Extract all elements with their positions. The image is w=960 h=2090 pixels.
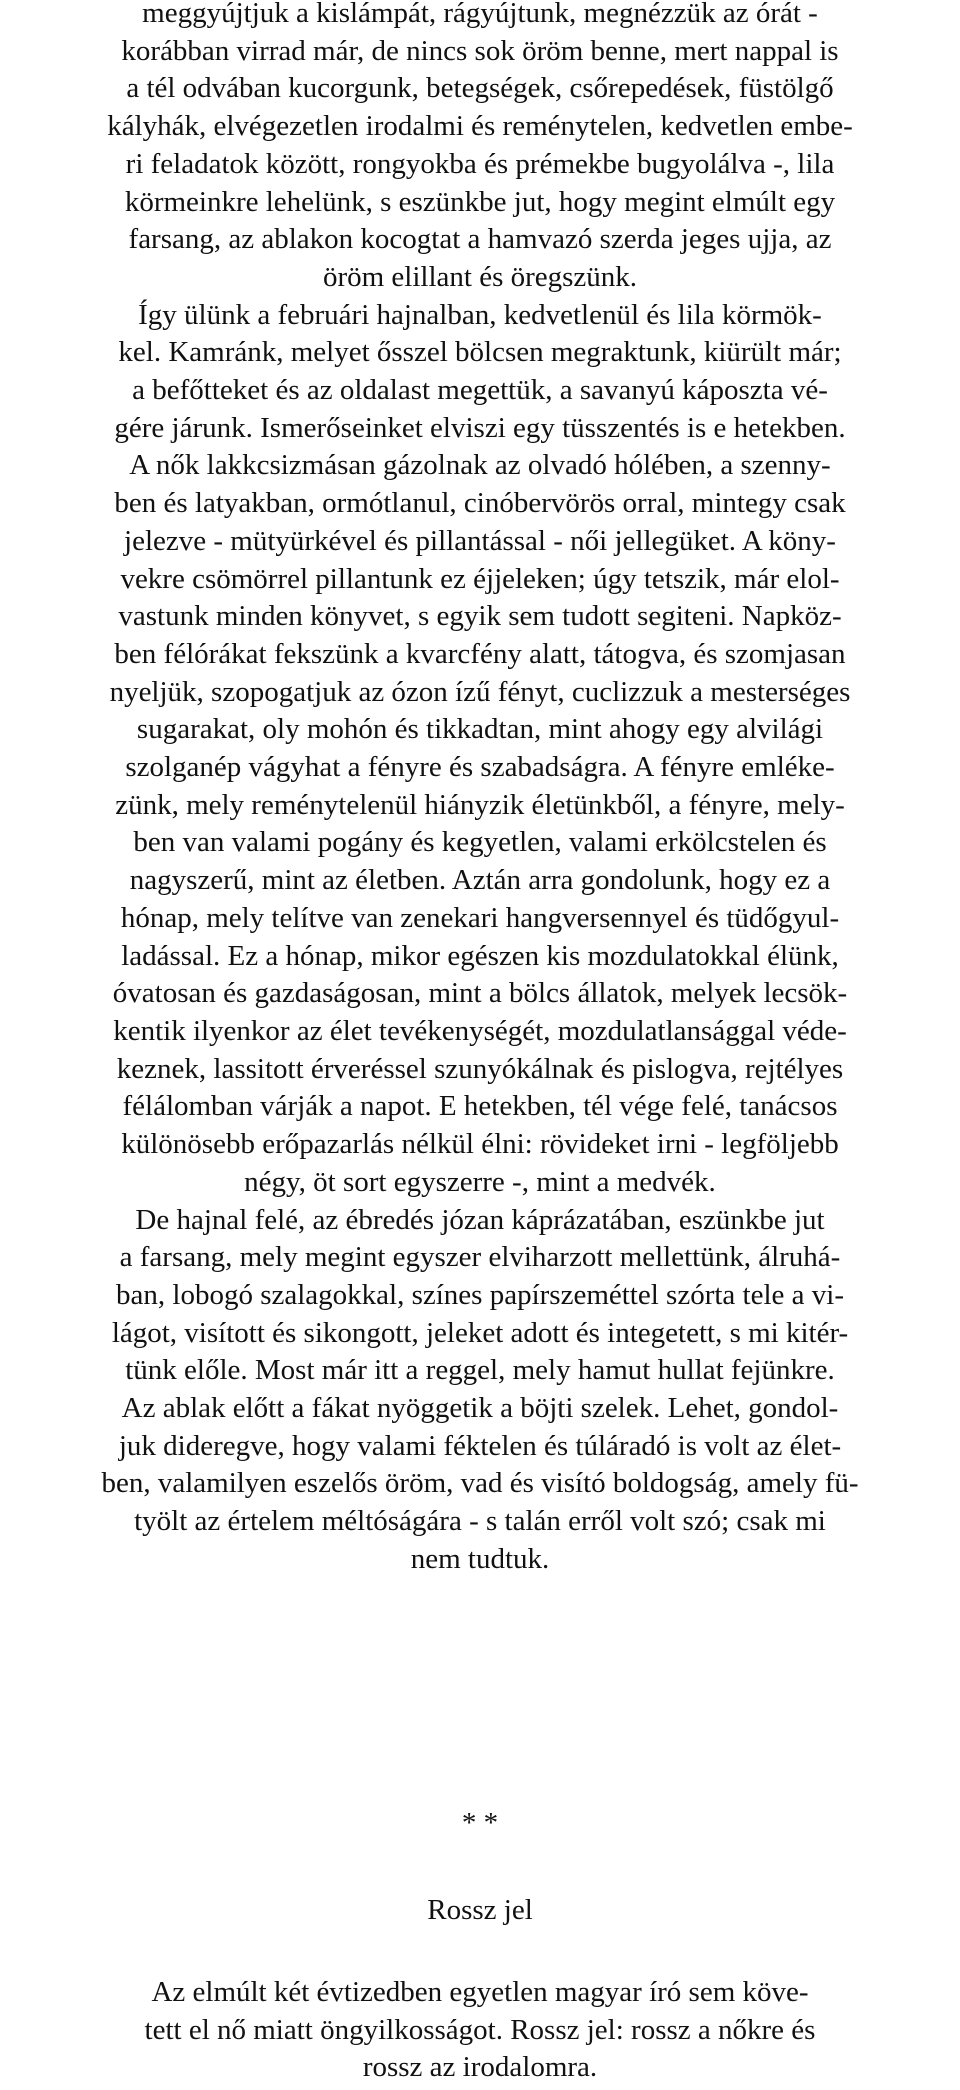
text-line: kel. Kamránk, melyet ősszel bölcsen megraktunk, kiürült már; <box>118 336 842 369</box>
text-line: sugarakat, oly mohón és tikkadtan, mint ahogy egy alvilági <box>136 713 824 746</box>
text-line: nagyszerű, mint az életben. Aztán arra gondolunk, hogy ez a <box>129 864 831 897</box>
text-line: keznek, lassitott érveréssel szunyókálnak és pislogva, rejtélyes <box>116 1052 844 1085</box>
text-line: farsang, az ablakon kocogtat a hamvazó szerda jeges ujja, az <box>128 223 832 256</box>
closing-text <box>0 1974 960 2087</box>
text-line: ban, lobogó szalagokkal, színes papírszeméttel szórta tele a vi- <box>116 1278 844 1311</box>
text-line: lágot, visított és sikongott, jeleket adott és integetett, s mi kitér- <box>111 1316 849 1349</box>
section-title: Rossz jel <box>427 1894 533 1926</box>
text-line: zünk, mely reménytelenül hiányzik életünkből, a fényre, mely- <box>115 788 845 821</box>
text-line: tünk előle. Most már itt a reggel, mely hamut hullat fejünkre. <box>125 1354 835 1387</box>
text-line: meggyújtjuk a kislámpát, rágyújtunk, megnézzük az órát - <box>142 0 818 29</box>
text-line: különösebb erőpazarlás nélkül élni: rövideket irni - legföljebb <box>121 1128 839 1161</box>
text-line: ben, valamilyen eszelős öröm, vad és visító boldogság, amely fü- <box>101 1467 859 1500</box>
text-line: A nők lakkcsizmásan gázolnak az olvadó hólében, a szenny- <box>129 449 831 482</box>
text-line: Így ülünk a februári hajnalban, kedvetlenül és lila körmök- <box>138 298 822 331</box>
text-line: óvatosan és gazdaságosan, mint a bölcs állatok, melyek lecsök- <box>112 977 848 1010</box>
text-line: Az ablak előtt a fákat nyöggetik a böjti szelek. Lehet, gondol- <box>121 1392 839 1425</box>
text-line: a tél odvában kucorgunk, betegségek, csőrepedések, füstölgő <box>126 72 834 105</box>
text-line: körmeinkre lehelünk, s eszünkbe jut, hogy megint elmúlt egy <box>124 185 836 218</box>
text-line: tett el nő miatt öngyilkosságot. Rossz jel: rossz a nőkre és <box>144 2013 816 2046</box>
text-line: ben van valami pogány és kegyetlen, valami erkölcstelen és <box>133 826 827 859</box>
text-line: négy, öt sort egyszerre -, mint a medvék. <box>244 1165 716 1198</box>
text-line: a farsang, mely megint egyszer elviharzott mellettünk, álruhá- <box>119 1241 841 1274</box>
text-line: kentik ilyenkor az élet tevékenységét, mozdulatlansággal véde- <box>113 1014 847 1047</box>
text-line: juk dideregve, hogy valami féktelen és túláradó is volt az élet- <box>118 1429 842 1462</box>
text-line: korábban virrad már, de nincs sok öröm benne, mert nappal is <box>121 34 839 67</box>
section-separator: * * <box>461 1807 499 1839</box>
text-line: De hajnal felé, az ébredés józan káprázatában, eszünkbe jut <box>135 1203 825 1236</box>
text-line: jelezve - mütyürkével és pillantással - női jellegüket. A köny- <box>124 524 836 557</box>
text-line: Az elmúlt két évtizedben egyetlen magyar író sem köve- <box>151 1976 809 2008</box>
text-line: kályhák, elvégezetlen irodalmi és reménytelen, kedvetlen embe- <box>107 110 853 143</box>
text-line: vastunk minden könyvet, s egyik sem tudott segiteni. Napköz- <box>118 600 842 633</box>
text-line: rossz az irodalomra. <box>362 2051 598 2084</box>
text-line: ben és latyakban, ormótlanul, cinóbervörös orral, mintegy csak <box>114 487 846 520</box>
text-line: gére járunk. Ismerőseinket elviszi egy tüsszentés is e hetekben. <box>114 411 846 444</box>
text-line: félálomban várják a napot. E hetekben, tél vége felé, tanácsos <box>122 1090 838 1123</box>
text-line: szolganép vágyhat a fényre és szabadságra. A fényre emléke- <box>125 751 835 784</box>
text-line: työlt az értelem méltóságára - s talán erről volt szó; csak mi <box>134 1505 826 1538</box>
text-line: hónap, mely telítve van zenekari hangversennyel és tüdőgyul- <box>120 901 840 934</box>
text-line: ladással. Ez a hónap, mikor egészen kis mozdulatokkal élünk, <box>121 939 839 972</box>
text-line: vekre csömörrel pillantunk ez éjjeleken; úgy tetszik, már elol- <box>120 562 840 595</box>
text-line: nem tudtuk. <box>410 1542 550 1575</box>
text-line: ri feladatok között, rongyokba és prémekbe bugyolálva -, lila <box>125 147 835 180</box>
text-line: a befőtteket és az oldalast megettük, a savanyú káposzta vé- <box>132 374 828 407</box>
text-line: öröm elillant és öregszünk. <box>322 260 638 293</box>
text-line: nyeljük, szopogatjuk az ózon ízű fényt, cuclizzuk a mesterséges <box>109 675 851 708</box>
text-line: ben félórákat fekszünk a kvarcfény alatt, tátogva, és szomjasan <box>114 637 846 670</box>
